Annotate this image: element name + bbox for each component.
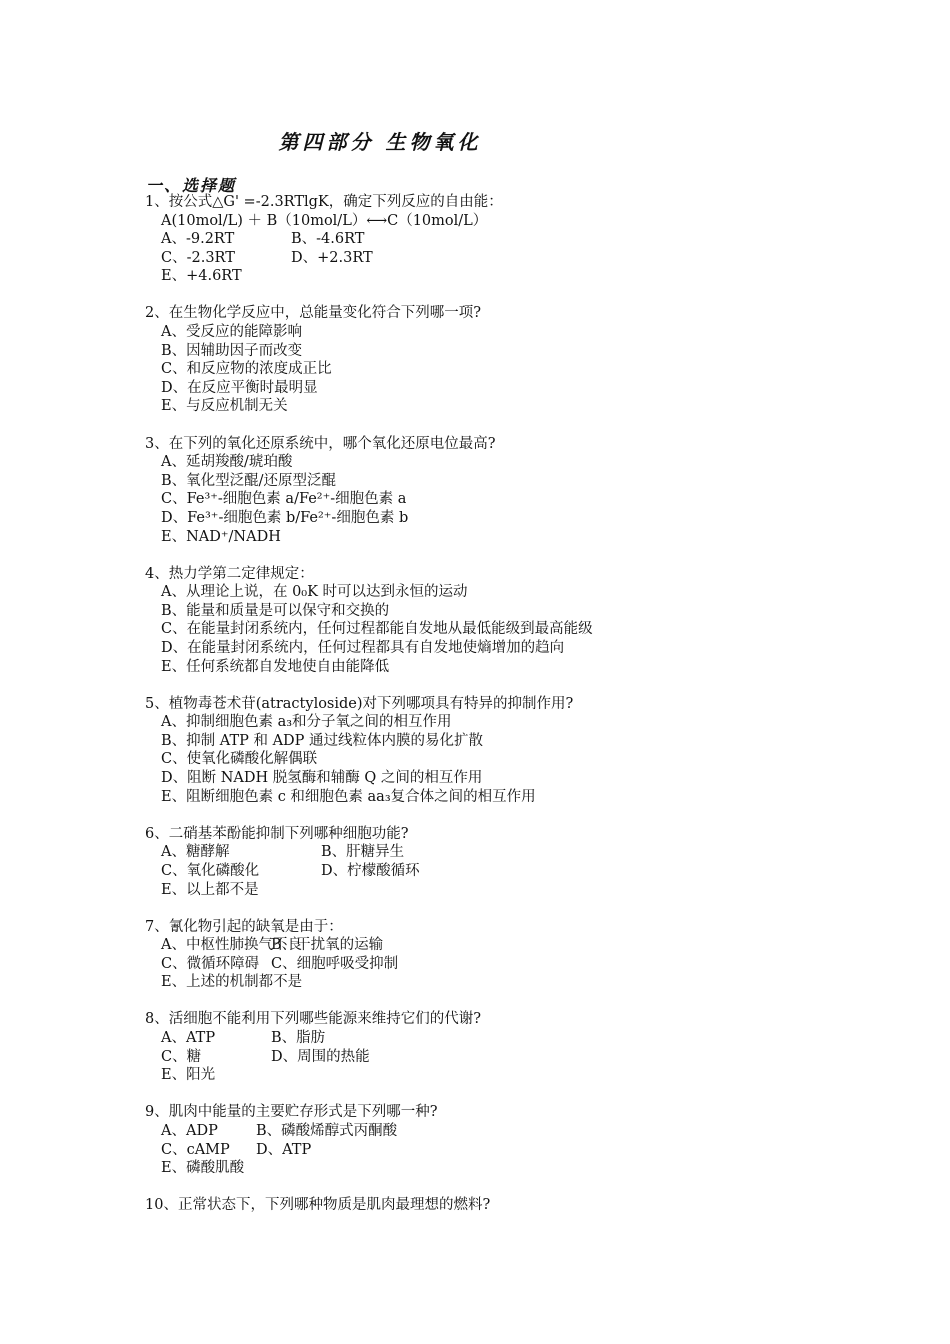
answer-option: C、细胞呼吸受抑制: [271, 955, 399, 972]
option-row: [145, 1029, 845, 1048]
option-row: [145, 769, 845, 788]
answer-option: E、与反应机制无关: [161, 398, 288, 415]
question-equation: A(10mol/L) ＋ B（10mol/L）⟷C（10mol/L）: [161, 212, 488, 229]
answer-option: A、受反应的能障影响: [161, 324, 302, 341]
option-row: [145, 732, 845, 751]
answer-option: B、抑制 ATP 和 ADP 通过线粒体内膜的易化扩散: [161, 732, 484, 749]
answer-option: B、肝糖异生: [321, 844, 405, 861]
answer-option: C、氧化磷酸化: [161, 862, 260, 879]
question-stem: 3、在下列的氧化还原系统中，哪个氧化还原电位最高?: [145, 435, 496, 452]
answer-option: D、在反应平衡时最明显: [161, 379, 318, 396]
answer-option: B、磷酸烯醇式丙酮酸: [256, 1122, 398, 1139]
answer-option: D、Fe³⁺-细胞色素 b/Fe²⁺-细胞色素 b: [161, 509, 409, 526]
question-item: [145, 565, 845, 677]
answer-option: A、糖酵解: [161, 844, 230, 861]
option-row: [145, 1141, 845, 1160]
option-row: [145, 397, 845, 416]
option-row: [145, 658, 845, 677]
option-row: [145, 1122, 845, 1141]
answer-option: D、在能量封闭系统内，任何过程都具有自发地使熵增加的趋向: [161, 639, 565, 656]
question-stem: 8、活细胞不能利用下列哪些能源来维持它们的代谢?: [145, 1011, 481, 1028]
question-item: [145, 825, 845, 899]
answer-option: D、柠檬酸循环: [321, 862, 420, 879]
question-item: [145, 1196, 845, 1215]
option-row: [145, 249, 845, 268]
question-stem: 1、按公式△G' =-2.3RTlgK，确定下列反应的自由能：: [145, 194, 503, 210]
answer-option: E、阳光: [161, 1067, 216, 1084]
option-row: [145, 509, 845, 528]
option-row: [145, 490, 845, 509]
answer-option: E、上述的机制都不是: [161, 974, 303, 991]
option-row: [145, 1159, 845, 1178]
option-row: [145, 1066, 845, 1085]
question-item: [145, 918, 845, 992]
answer-option: C、-2.3RT: [161, 249, 235, 266]
page-title: 第四部分 生物氧化: [278, 130, 482, 154]
answer-option: B、因辅助因子而改变: [161, 342, 303, 359]
option-row: [145, 602, 845, 621]
answer-option: D、阻断 NADH 脱氢酶和辅酶 Q 之间的相互作用: [161, 770, 483, 787]
answer-option: E、磷酸肌酸: [161, 1160, 245, 1177]
question-stem: 7、氰化物引起的缺氧是由于：: [145, 918, 343, 935]
answer-option: A、中枢性肺换气不良: [161, 937, 302, 954]
answer-option: C、微循环障碍: [161, 955, 260, 972]
option-row: [145, 472, 845, 491]
question-list: [145, 193, 845, 1233]
option-row: [145, 453, 845, 472]
answer-option: C、和反应物的浓度成正比: [161, 361, 332, 378]
question-stem: 5、植物毒苍术苷(atractyloside)对下列哪项具有特异的抑制作用?: [145, 695, 574, 712]
answer-option: E、以上都不是: [161, 881, 259, 898]
answer-option: B、脂肪: [271, 1030, 326, 1047]
option-row: [145, 639, 845, 658]
answer-option: A、抑制细胞色素 a₃和分子氧之间的相互作用: [161, 714, 452, 731]
answer-option: A、-9.2RT: [161, 231, 235, 248]
option-row: [145, 936, 845, 955]
question-stem: 2、在生物化学反应中，总能量变化符合下列哪一项?: [145, 305, 481, 322]
answer-option: C、Fe³⁺-细胞色素 a/Fe²⁺-细胞色素 a: [161, 491, 407, 508]
question-item: [145, 695, 845, 807]
answer-option: C、cAMP: [161, 1141, 230, 1158]
question-item: [145, 304, 845, 416]
option-row: [145, 881, 845, 900]
option-row: [145, 1048, 845, 1067]
answer-option: B、-4.6RT: [291, 231, 365, 248]
option-row: [145, 973, 845, 992]
answer-option: C、糖: [161, 1048, 202, 1065]
option-row: [145, 267, 845, 286]
answer-option: B、氧化型泛醌/还原型泛醌: [161, 472, 337, 489]
answer-option: A、延胡羧酸/琥珀酸: [161, 454, 293, 471]
question-stem: 6、二硝基苯酚能抑制下列哪种细胞功能?: [145, 825, 409, 842]
answer-option: E、阻断细胞色素 c 和细胞色素 aa₃复合体之间的相互作用: [161, 788, 536, 805]
section-heading: 一、选择题: [146, 176, 237, 195]
option-row: [145, 843, 845, 862]
question-item: [145, 193, 845, 286]
option-row: [145, 230, 845, 249]
question-item: [145, 435, 845, 547]
answer-option: C、使氧化磷酸化解偶联: [161, 751, 318, 768]
answer-option: E、NAD⁺/NADH: [161, 528, 281, 545]
option-row: [145, 583, 845, 602]
option-row: [145, 788, 845, 807]
answer-option: A、ADP: [161, 1122, 218, 1139]
question-item: [145, 1010, 845, 1084]
option-row: [145, 862, 845, 881]
answer-option: A、从理论上说，在 0₀K 时可以达到永恒的运动: [161, 584, 468, 601]
answer-option: B、能量和质量是可以保守和交换的: [161, 602, 390, 619]
answer-option: E、+4.6RT: [161, 268, 242, 285]
answer-option: D、ATP: [256, 1141, 312, 1158]
answer-option: C、在能量封闭系统内，任何过程都能自发地从最低能级到最高能级: [161, 621, 593, 638]
option-row: [145, 342, 845, 361]
option-row: [145, 528, 845, 547]
option-row: [145, 750, 845, 769]
answer-option: E、任何系统都自发地使自由能降低: [161, 658, 390, 675]
option-row: [145, 360, 845, 379]
answer-option: D、周围的热能: [271, 1048, 370, 1065]
question-stem: 9、肌肉中能量的主要贮存形式是下列哪一种?: [145, 1104, 438, 1121]
option-row: [145, 323, 845, 342]
option-row: [145, 379, 845, 398]
answer-option: A、ATP: [161, 1030, 216, 1047]
option-row: [145, 620, 845, 639]
question-stem: 10、正常状态下，下列哪种物质是肌肉最理想的燃料?: [145, 1197, 491, 1214]
question-stem: 4、热力学第二定律规定：: [145, 565, 314, 582]
question-item: [145, 1103, 845, 1177]
option-row: [145, 955, 845, 974]
answer-option: D、+2.3RT: [291, 249, 373, 266]
answer-option: B、干扰氧的运输: [271, 937, 384, 954]
option-row: [145, 713, 845, 732]
